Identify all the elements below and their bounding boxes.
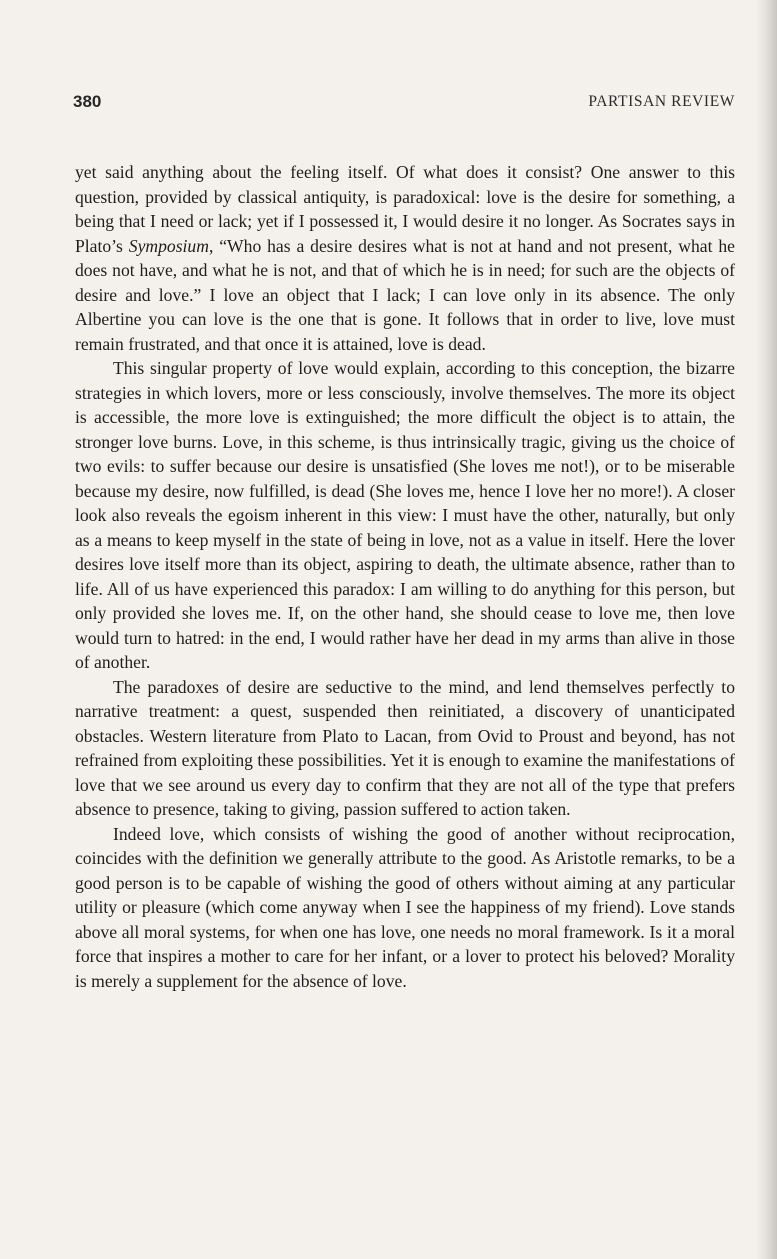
paragraph-2: This singular property of love would explain, according to this conception, the bizarre strategies in which lovers, more or less consciously, involve themselves. The more its object is accessible, the more love is extinguished; the more difficult the object is to attain, the stronger love burns. Love, in this scheme, is thus intrinsically tragic, giving us the choice of two evils: to suffer because our desire is unsatisfied (She loves me not!), or to be miserable because my desire, now fulfilled, is dead (She loves me, hence I love her no more!). A closer look also reveals the egoism inherent in this view: I must have the other, naturally, but only as a means to keep myself in the state of being in love, not as a value in itself. Here the lover desires love itself more than its object, aspiring to death, the ultimate absence, rather than to life. All of us have experienced this paradox: I am willing to do anything for this person, but only provided she loves me. If, on the other hand, she should cease to love me, then love would turn to hatred: in the end, I would rather have her dead in my arms than alive in those of another.: [75, 358, 735, 672]
page-header: [73, 92, 735, 116]
paragraph-3: The paradoxes of desire are seductive to the mind, and lend themselves perfectly to narrative treatment: a quest, suspended then reinitiated, a discovery of unanticipated obstacles. Western literature from Plato to Lacan, from Ovid to Proust and beyond, has not refrained from exploiting these possibilities. Yet it is enough to examine the manifestations of love that we see around us every day to confirm that they are not all of the type that prefers absence to presence, taking to giving, passion suffered to action taken.: [75, 676, 735, 819]
page-number: 380: [73, 92, 102, 111]
paragraph-1: [75, 160, 735, 356]
running-head: PARTISAN REVIEW: [588, 93, 735, 110]
body-text: [75, 160, 735, 993]
paragraph-1-text-before: yet said anything about the feeling itself. Of what does it consist? One answer to this question, provided by classical antiquity, is paradoxical: love is the desire for something, a being that I need or lack; yet if I possessed it, I would desire it no longer. As Socrates says in Plato’s: [75, 162, 735, 256]
page-edge-shadow: [755, 0, 777, 1259]
symposium-title: Symposium: [128, 235, 209, 256]
paragraph-4: Indeed love, which consists of wishing the good of another without reciprocation, coincides with the definition we generally attribute to the good. As Aristotle remarks, to be a good person is to be capable of wishing the good of others without aiming at any particular utility or pleasure (which come anyway when I see the happiness of my friend). Love stands above all moral systems, for when one has love, one needs no moral framework. Is it a moral force that inspires a mother to care for her infant, or a lover to protect his beloved? Morality is merely a supplement for the absence of love.: [75, 823, 735, 991]
paragraph-1-text-after: , “Who has a desire desires what is not at hand and not present, what he does not have, and what he is not, and that of which he is in need; for such are the objects of desire and love.” I love an object that I lack; I can love only in its absence. The only Albertine you can love is the one that is gone. It follows that in order to live, love must remain frustrated, and that once it is attained, love is dead.: [75, 235, 735, 354]
